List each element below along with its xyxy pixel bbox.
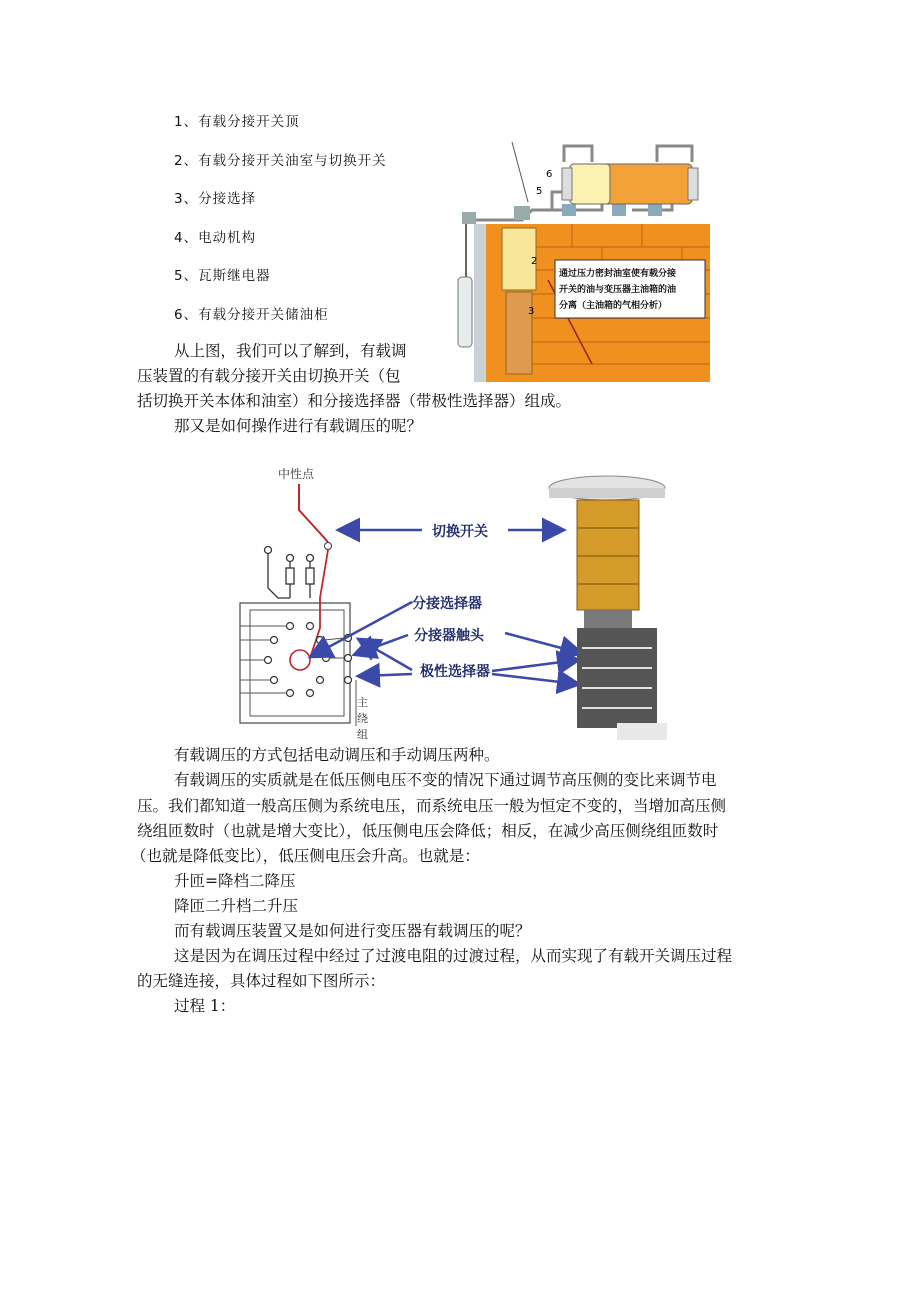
paragraph-line: 有载调压的实质就是在低压侧电压不变的情况下通过调节高压侧的变比来调节电 xyxy=(174,771,717,789)
list-item: 1、有载分接开关顶 xyxy=(174,114,300,130)
paragraph-line: 从上图，我们可以了解到，有载调 xyxy=(174,342,407,360)
paragraph-line: 降匝二升档二升压 xyxy=(174,897,299,915)
callout-line: 通过压力密封油室使有载分接 xyxy=(559,269,677,279)
neutral-label: 中性点 xyxy=(278,467,315,481)
paragraph-line: 的无缝连接，具体过程如下图所示： xyxy=(137,972,386,990)
list-item: 2、有载分接开关油室与切换开关 xyxy=(174,152,387,169)
list-item: 3、分接选择 xyxy=(174,191,257,208)
oltc-schematic-figure xyxy=(232,458,674,740)
paragraph-line: （也就是降低变比），低压侧电压会升高。也就是： xyxy=(131,847,480,865)
paragraph-line: 括切换开关本体和油室）和分接选择器（带极性选择器）组成。 xyxy=(137,392,572,410)
list-item: 5、瓦斯继电器 xyxy=(174,268,271,285)
list-item: 4、电动机构 xyxy=(174,229,257,246)
list-item: 6、有载分接开关储油柜 xyxy=(174,306,329,323)
paragraph-line: 有载调压的方式包括电动调压和手动调压两种。 xyxy=(174,746,500,764)
callout-line: 开关的油与变压器主油箱的油 xyxy=(559,285,677,295)
paragraph-line: 压。我们都知道一般高压侧为系统电压，而系统电压一般为恒定不变的，当增加高压侧 xyxy=(137,797,727,815)
winding-label: 主 xyxy=(357,696,368,709)
label-5: 5 xyxy=(536,186,543,197)
paragraph-line: 这是因为在调压过程中经过了过渡电阻的过渡过程，从而实现了有载开关调压过程 xyxy=(174,947,733,965)
switch-label: 切换开关 xyxy=(432,524,488,540)
contact-label: 分接器触头 xyxy=(414,628,484,644)
component-list xyxy=(174,112,387,344)
paragraph-line: 绕组匝数时（也就是增大变比），低压侧电压会降低；相反，在减少高压侧绕组匝数时 xyxy=(137,822,719,840)
winding-label: 组 xyxy=(357,728,368,740)
callout-line: 分离（主油箱的气相分析） xyxy=(559,301,668,311)
polarity-label: 极性选择器 xyxy=(420,664,490,680)
label-2: 2 xyxy=(531,256,538,267)
paragraph-line: 过程 1： xyxy=(174,997,236,1015)
paragraph-line: 升匝=降档二降压 xyxy=(174,872,296,890)
paragraph-line: 那又是如何操作进行有载调压的呢？ xyxy=(174,417,423,435)
paragraph-line: 而有载调压装置又是如何进行变压器有载调压的呢？ xyxy=(174,922,531,940)
label-3: 3 xyxy=(528,306,535,317)
transformer-figure xyxy=(452,142,710,382)
paragraph-line: 压装置的有载分接开关由切换开关（包 xyxy=(137,367,401,385)
selector-label: 分接选择器 xyxy=(412,596,482,612)
label-6: 6 xyxy=(546,169,553,180)
winding-label: 绕 xyxy=(357,712,368,725)
